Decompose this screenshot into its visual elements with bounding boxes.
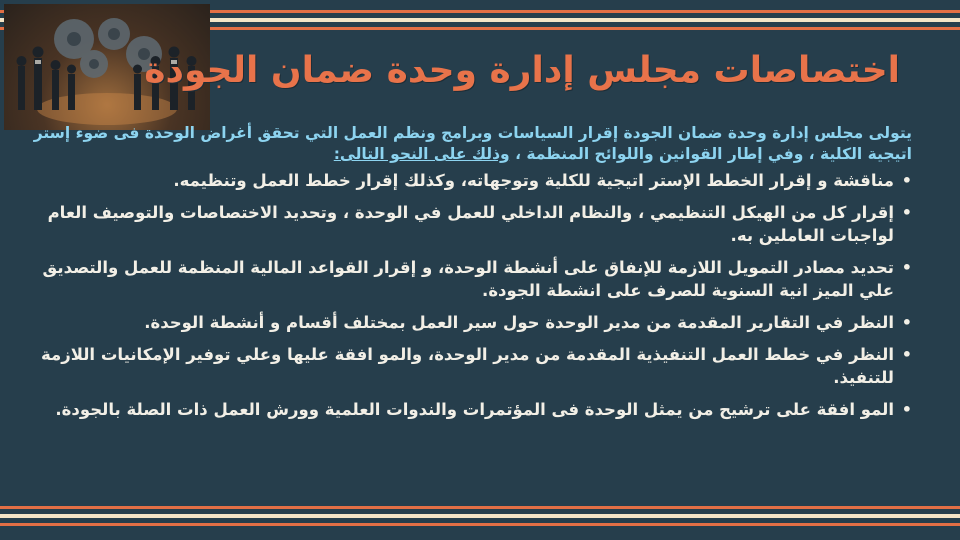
bullet-dot: • [901,258,912,277]
bullet-dot: • [901,345,912,364]
bottom-stripe-orange [0,506,960,509]
bullet-text: إقرار كل من الهيكل التنظيمي ، والنظام الداخلي للعمل في الوحدة ، وتحديد الاختصاصات والتوصيف العام لواجبات العاملين به. [47,203,894,245]
bullet-text: المو افقة على ترشيح من يمثل الوحدة فى المؤتمرات والندوات العلمية وورش العمل ذات الصلة بالجودة. [55,400,894,419]
bullet-item [32,201,912,247]
bullet-item [32,398,912,421]
bullet-text: تحديد مصادر التمويل اللازمة للإنفاق على أنشطة الوحدة، و إقرار القواعد المالية المنظمة للعمل والتصديق علي الميز انية السنوية للصرف على انشطة الجودة. [42,258,894,300]
bullet-dot: • [901,203,912,222]
bottom-stripe-cream [0,514,960,518]
bullet-item [32,343,912,389]
bullet-dot: • [901,171,912,190]
bullet-item [32,256,912,302]
bullet-text: النظر في خطط العمل التنفيذية المقدمة من مدير الوحدة، والمو افقة عليها وعلي توفير الإمكانيات اللازمة للتنفيذ. [40,345,894,387]
slide-content [32,123,912,430]
bullet-dot: • [901,400,912,419]
bullet-item [32,311,912,334]
intro-underlined: وذلك على النحو التالى: [333,145,510,163]
intro-paragraph [32,123,912,165]
intro-text: يتولى مجلس إدارة وحدة ضمان الجودة إقرار السياسات وبرامج ونظم العمل التي تحقق أغراض الوحدة فى ضوء إستر اتيجية الكلية ، وفي إطار القوانين واللوائح المنظمة ، [33,124,912,163]
bullet-list [32,169,912,421]
bullet-dot: • [901,313,912,332]
bullet-text: النظر في التقارير المقدمة من مدير الوحدة حول سير العمل بمختلف أقسام و أنشطة الوحدة. [144,313,894,332]
bullet-item [32,169,912,192]
slide-title: اختصاصات مجلس إدارة وحدة ضمان الجودة [144,50,900,91]
bullet-text: مناقشة و إقرار الخطط الإستر اتيجية للكلية وتوجهاته، وكذلك إقرار خطط العمل وتنظيمه. [173,171,894,190]
bottom-stripe-orange-2 [0,523,960,526]
